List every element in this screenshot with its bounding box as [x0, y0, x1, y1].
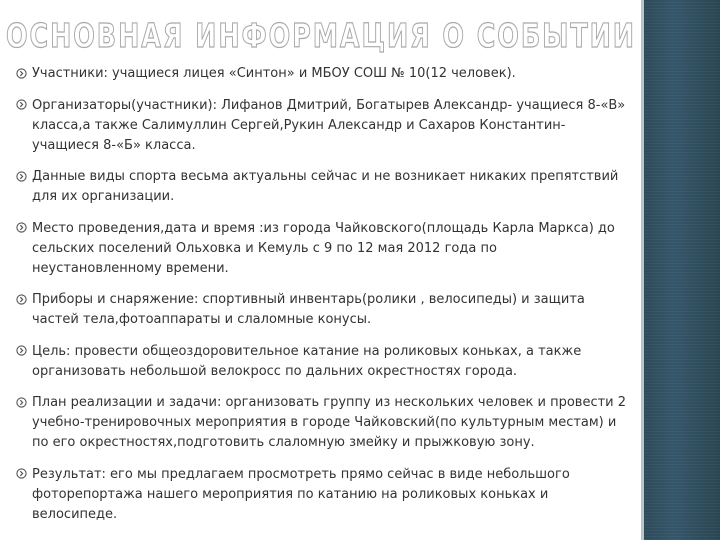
- list-item: [12, 96, 630, 156]
- circled-chevron-right-icon: [12, 64, 30, 82]
- circled-chevron-right-icon: [12, 167, 30, 185]
- list-item: [12, 465, 630, 525]
- list-item: [12, 290, 630, 330]
- circled-chevron-right-icon: [12, 290, 30, 308]
- list-item-text: Участники: учащиеся лицея «Синтон» и МБОУ СОШ № 10(12 человек).: [32, 66, 516, 81]
- list-item: [12, 342, 630, 382]
- circled-chevron-right-icon: [12, 342, 30, 360]
- list-item: [12, 167, 630, 207]
- circled-chevron-right-icon: [12, 393, 30, 411]
- decorative-side-bar: [644, 0, 720, 540]
- list-item-text: Результат: его мы предлагаем просмотреть прямо сейчас в виде небольшого фоторепортажа нашего мероприятия по катанию на роликовых коньках и велосипеде.: [32, 466, 570, 522]
- slide-title-text: ОСНОВНАЯ ИНФОРМАЦИЯ О СОБЫТИИ: [6, 16, 636, 55]
- list-item-text: Приборы и снаряжение: спортивный инвентарь(ролики , велосипеды) и защита частей тела,фотоаппараты и слаломные конусы.: [32, 292, 585, 327]
- list-item-text: Организаторы(участники): Лифанов Дмитрий, Богатырев Александр- учащиеся 8-«В» класса,а также Салимуллин Сергей,Рукин Александр и Сахаров Константин- учащиеся 8-«Б» класса.: [32, 97, 626, 153]
- list-item-text: План реализации и задачи: организовать группу из нескольких человек и провести 2 учебно-тренировочных мероприятия в городе Чайковский(по культурным местам) и по его окрестностях,подготовить слаломную змейку и прыжковую зону.: [32, 395, 627, 450]
- list-item: [12, 64, 630, 84]
- list-item-text: Место проведения,дата и время :из города Чайковского(площадь Карла Маркса) до сельских поселений Ольховка и Кемуль с 9 по 12 мая 2012 года по неустановленному времени.: [32, 220, 615, 276]
- list-item: [12, 393, 630, 453]
- circled-chevron-right-icon: [12, 96, 30, 114]
- list-item: [12, 219, 630, 279]
- list-item-text: Цель: провести общеоздоровительное катание на роликовых коньках, а также организовать небольшой велокросс по дальних окрестностях города.: [32, 343, 582, 379]
- slide-title: [6, 14, 638, 54]
- list-item-text: Данные виды спорта весьма актуальны сейчас и не возникает никаких препятствий для их организации.: [32, 169, 619, 204]
- circled-chevron-right-icon: [12, 465, 30, 483]
- circled-chevron-right-icon: [12, 219, 30, 237]
- bullet-list: [12, 64, 630, 536]
